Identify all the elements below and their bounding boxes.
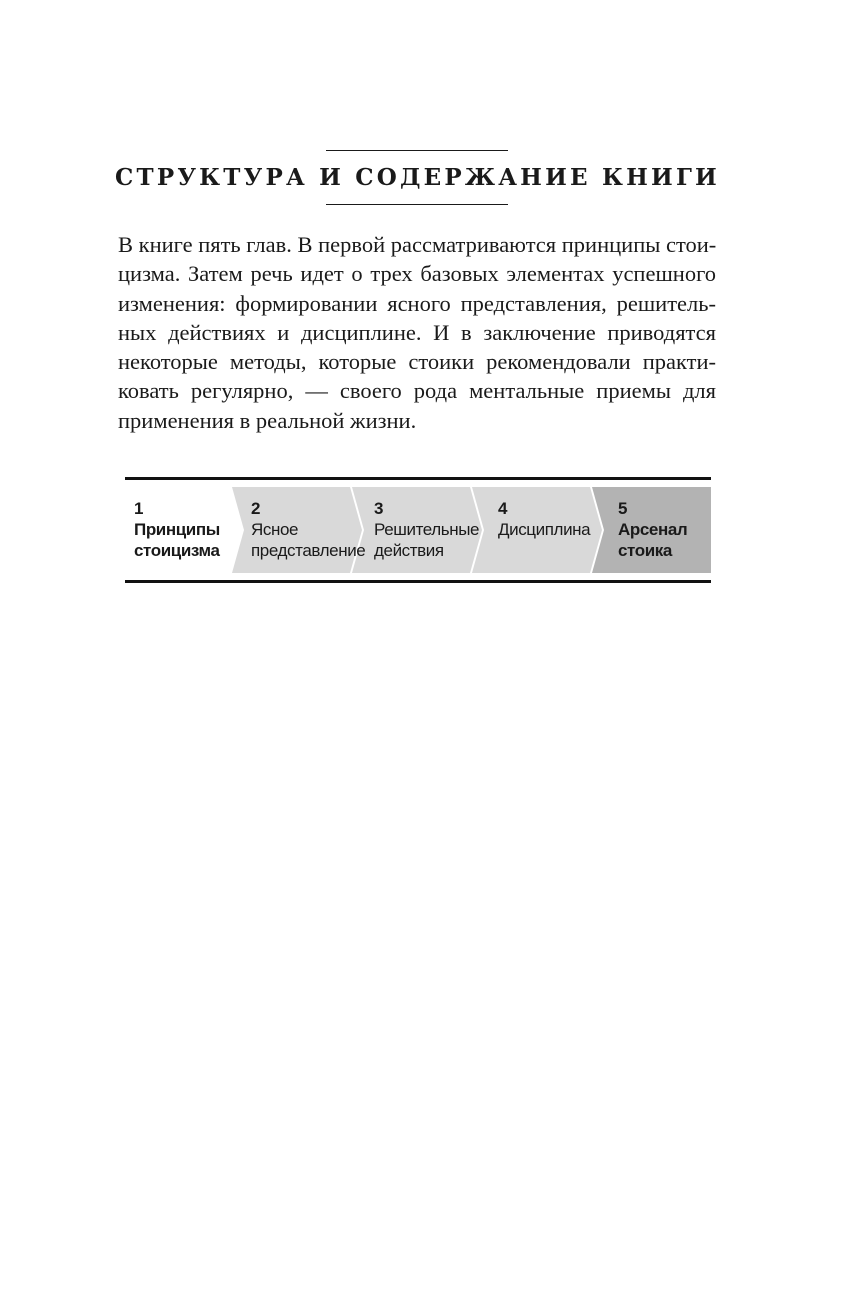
step-2-label — [251, 498, 365, 561]
step-name-line: Решительные — [374, 520, 480, 539]
step-number: 2 — [251, 499, 261, 518]
heading-bottom-rule — [326, 204, 508, 205]
body-paragraph — [118, 230, 716, 435]
paragraph-line: ных действиях и дисциплине. И в заключение приводятся — [118, 319, 716, 345]
paragraph-line: применения в реальной жизни. — [118, 407, 417, 433]
paragraph-line: В книге пять глав. В первой рассматриваются принципы стои- — [118, 232, 717, 257]
diagram-top-rule — [125, 477, 711, 480]
step-4-label — [498, 498, 590, 540]
step-name-line: Принципы — [134, 520, 220, 539]
diagram-bottom-rule — [125, 580, 711, 583]
step-name-line: стоицизма — [134, 541, 220, 560]
step-3-label — [374, 498, 479, 561]
step-number: 4 — [498, 499, 508, 518]
step-1-label — [134, 498, 220, 561]
paragraph-line: цизма. Затем речь идет о трех базовых элементах успешного — [118, 261, 716, 287]
step-name-line: Дисциплина — [498, 520, 591, 539]
chapter-flow-diagram — [125, 477, 711, 583]
paragraph-line: ковать регулярно, — своего рода ментальные приемы для — [118, 378, 716, 404]
step-name-line: Арсенал — [618, 520, 688, 539]
step-number: 3 — [374, 499, 384, 518]
step-number: 5 — [618, 499, 628, 518]
step-number: 1 — [134, 499, 144, 518]
step-name-line: Ясное — [251, 520, 299, 539]
paragraph-line: некоторые методы, которые стоики рекомендовали практи- — [118, 349, 716, 375]
step-name-line: представление — [251, 541, 366, 560]
page-heading: СТРУКТУРА И СОДЕРЖАНИЕ КНИГИ — [115, 164, 720, 191]
step-name-line: действия — [374, 541, 444, 560]
step-name-line: стоика — [618, 541, 672, 560]
step-5-label — [618, 498, 687, 561]
paragraph-line: изменения: формировании ясного представления, решитель- — [118, 290, 716, 316]
heading-top-rule — [326, 150, 508, 151]
